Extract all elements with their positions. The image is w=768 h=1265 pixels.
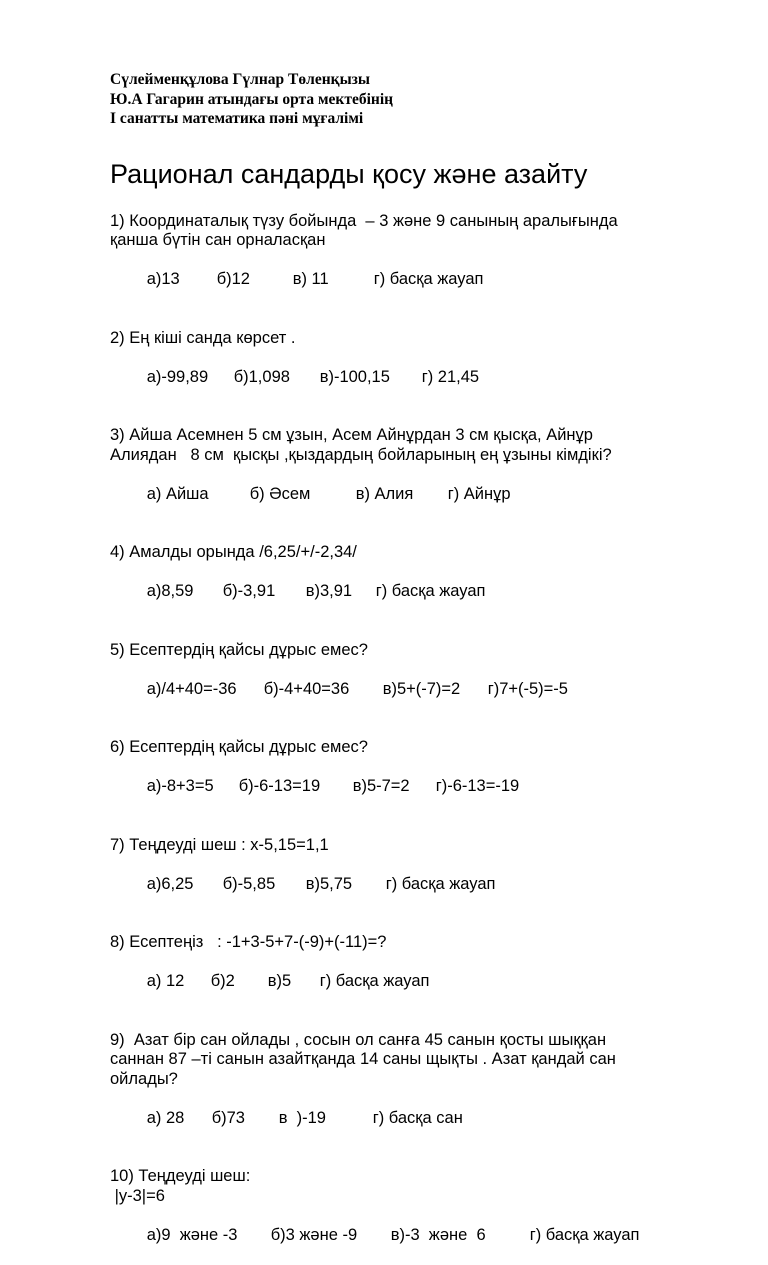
option-d: г) басқа жауап bbox=[529, 1225, 640, 1244]
answer-options bbox=[110, 1089, 728, 1148]
option-d: г) басқа жауап bbox=[375, 582, 486, 600]
option-d: г)7+(-5)=-5 bbox=[487, 679, 568, 698]
question-6 bbox=[110, 738, 728, 816]
question-2 bbox=[110, 329, 728, 407]
answer-options bbox=[110, 855, 728, 914]
author-school: Ю.А Гагарин атындағы орта мектебінің bbox=[110, 90, 394, 108]
option-a: а)/4+40=-36 bbox=[146, 679, 237, 698]
equation: |у-3|=6 bbox=[110, 1186, 165, 1205]
option-a: а)13 bbox=[146, 270, 180, 288]
page-title: Рационал сандарды қосу және азайту bbox=[110, 158, 588, 189]
option-a: а)9 және -3 bbox=[146, 1225, 238, 1244]
option-a: а)-99,89 bbox=[146, 367, 209, 386]
question-text: 3) Айша Асемнен 5 см ұзын, Асем Айнұрдан 3 см қысқа, Айнұр bbox=[110, 426, 593, 444]
option-d: г) басқа жауап bbox=[385, 874, 496, 893]
option-a: а)6,25 bbox=[146, 874, 194, 893]
question-10 bbox=[110, 1167, 728, 1265]
option-c: в)5 bbox=[267, 972, 292, 990]
option-c: в) Алия bbox=[355, 484, 414, 503]
question-3 bbox=[110, 426, 728, 524]
question-text: 7) Теңдеуді шеш : х-5,15=1,1 bbox=[110, 835, 329, 854]
question-text: 6) Есептердің қайсы дұрыс емес? bbox=[110, 738, 368, 756]
question-5 bbox=[110, 641, 728, 719]
answer-options bbox=[110, 660, 728, 719]
answer-options bbox=[110, 1206, 728, 1265]
question-text: 4) Амалды орында /6,25/+/-2,34/ bbox=[110, 543, 357, 561]
option-b: б)1,098 bbox=[233, 367, 290, 386]
author-name: Сүлейменқұлова Гүлнар Төленқызы bbox=[110, 71, 370, 88]
option-d: г) Айнұр bbox=[447, 484, 511, 503]
option-b: б)12 bbox=[216, 270, 250, 288]
option-c: в)-100,15 bbox=[319, 367, 390, 386]
option-a: а) Айша bbox=[146, 484, 209, 503]
answer-options bbox=[110, 348, 728, 407]
question-8 bbox=[110, 933, 728, 1011]
option-d: г) басқа сан bbox=[372, 1108, 463, 1127]
question-text: 2) Ең кіші санда көрсет . bbox=[110, 328, 296, 347]
option-b: б)-4+40=36 bbox=[263, 679, 350, 698]
question-text: 9) Азат бір сан ойлады , сосын ол санға 45 санын қосты шыққан bbox=[110, 1030, 607, 1049]
option-b: б)-5,85 bbox=[222, 874, 276, 893]
question-text: 1) Координаталық түзу бойында – 3 және 9 санының аралығында bbox=[110, 211, 618, 230]
answer-options bbox=[110, 465, 728, 524]
option-c: в) 11 bbox=[292, 270, 329, 288]
question-text: ойлады? bbox=[110, 1069, 178, 1088]
option-b: б)2 bbox=[210, 972, 235, 990]
question-1 bbox=[110, 212, 728, 310]
option-a: а)-8+3=5 bbox=[146, 777, 214, 795]
option-c: в)-3 және 6 bbox=[390, 1225, 486, 1244]
option-c: в)5,75 bbox=[305, 874, 353, 893]
option-b: б) Әсем bbox=[249, 484, 311, 503]
option-b: б)-3,91 bbox=[222, 582, 276, 600]
option-a: а)8,59 bbox=[146, 582, 194, 600]
option-a: а) 28 bbox=[146, 1108, 185, 1127]
option-c: в)5+(-7)=2 bbox=[382, 679, 461, 698]
question-text: 8) Есептеңіз : -1+3-5+7-(-9)+(-11)=? bbox=[110, 933, 387, 951]
question-text: саннан 87 –ті санын азайтқанда 14 саны щықты . Азат қандай сан bbox=[110, 1050, 616, 1068]
answer-options bbox=[110, 953, 728, 1012]
option-c: в )-19 bbox=[278, 1108, 326, 1127]
question-text: 10) Теңдеуді шеш: bbox=[110, 1167, 251, 1185]
question-9 bbox=[110, 1031, 728, 1148]
question-text: 5) Есептердің қайсы дұрыс емес? bbox=[110, 640, 368, 659]
question-list bbox=[110, 212, 728, 1265]
option-c: в)3,91 bbox=[305, 582, 353, 600]
answer-options bbox=[110, 563, 728, 622]
answer-options bbox=[110, 251, 728, 310]
author-position: І санатты математика пәні мұғалімі bbox=[110, 110, 364, 127]
author-block bbox=[110, 70, 728, 129]
question-4 bbox=[110, 543, 728, 621]
question-7 bbox=[110, 836, 728, 914]
question-text: қанша бүтін сан орналасқан bbox=[110, 231, 326, 249]
option-d: г) басқа жауап bbox=[319, 972, 430, 990]
option-d: г) 21,45 bbox=[421, 367, 480, 386]
answer-options bbox=[110, 758, 728, 817]
option-c: в)5-7=2 bbox=[352, 777, 410, 795]
option-d: г)-6-13=-19 bbox=[435, 777, 520, 795]
option-a: а) 12 bbox=[146, 972, 185, 990]
option-b: б)-6-13=19 bbox=[238, 777, 321, 795]
option-b: б)3 және -9 bbox=[270, 1225, 358, 1244]
option-b: б)73 bbox=[211, 1108, 245, 1127]
question-text: Алиядан 8 см қысқы ,қыздардың бойларының ең ұзыны кімдікі? bbox=[110, 445, 612, 464]
option-d: г) басқа жауап bbox=[373, 270, 484, 288]
